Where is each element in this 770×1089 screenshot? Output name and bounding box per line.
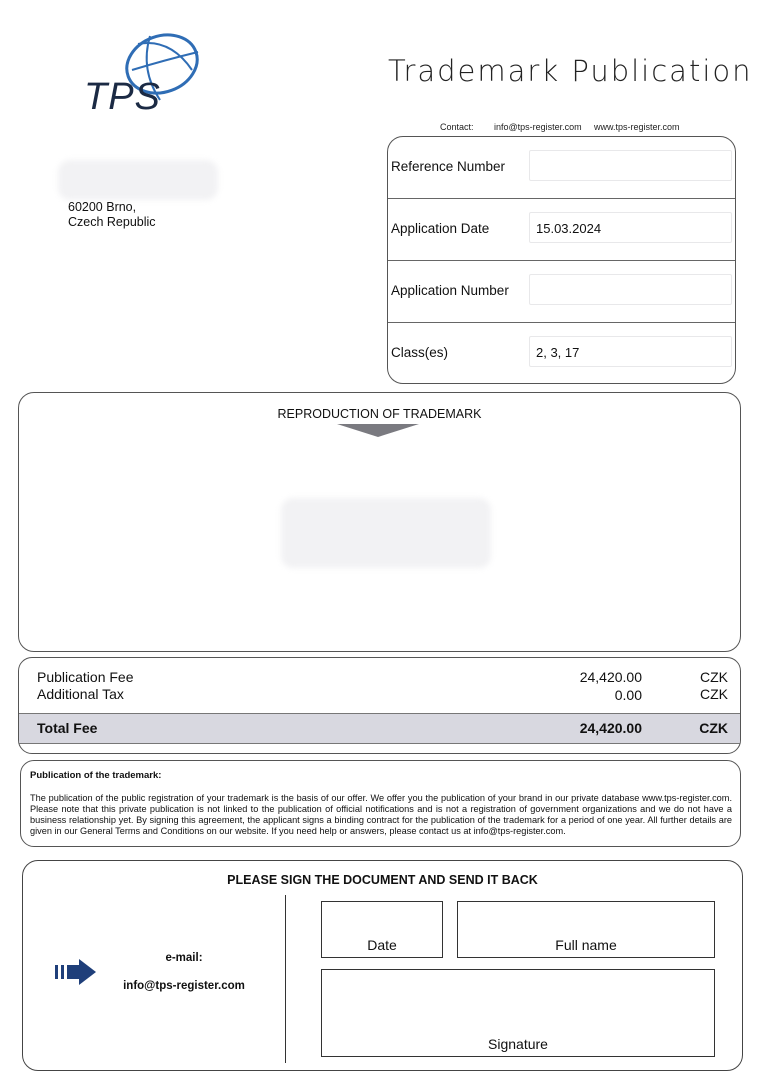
additional-tax-currency: CZK: [700, 686, 728, 702]
sign-email-label: e-mail:: [165, 952, 203, 964]
contact-email[interactable]: info@tps-register.com: [494, 122, 582, 132]
application-number-label: Application Number: [391, 283, 509, 298]
page-title: Trademark Publication: [388, 54, 753, 88]
total-fee-currency: CZK: [699, 720, 728, 736]
application-date-value: 15.03.2024: [529, 212, 732, 243]
sign-email[interactable]: info@tps-register.com: [123, 980, 245, 992]
recipient-address: [68, 200, 156, 230]
redacted-trademark-image: [281, 498, 491, 568]
publication-info-box: [20, 760, 741, 847]
reference-number-label: Reference Number: [391, 159, 506, 174]
reference-box: [387, 136, 736, 384]
application-date-row: [388, 199, 735, 261]
signature-label: Signature: [488, 1036, 548, 1052]
application-number-value: [529, 274, 732, 305]
right-arrow-icon: [55, 959, 97, 985]
total-fee-bar: [19, 713, 740, 744]
address-line1: 60200 Brno,: [68, 200, 137, 214]
publication-fee-label: Publication Fee: [37, 669, 134, 685]
publication-fee-amount: 24,420.00: [579, 669, 642, 685]
reference-number-value: [529, 150, 732, 181]
additional-tax-amount: 0.00: [614, 687, 642, 703]
full-name-label: Full name: [555, 937, 617, 953]
publication-info-body: The publication of the public registration of your trademark is the basis of our offer. We offer you the publication of your brand in our private database www.tps-register.com. Please note that this private publication is not linked to the publication of official notifications and is not a registration of government organizations and we do not have a business relationship yet. By signing this agreement, the applicant signs a binding contract for the publication of the trademark for a period of one year. All further details are given in our General Terms and Conditions on our website. If you need help or answers, please contact us at info@tps-register.com.: [30, 793, 732, 836]
reference-number-row: [388, 137, 735, 199]
down-arrow-icon: [337, 424, 419, 438]
classes-row: [388, 323, 735, 384]
date-box[interactable]: [321, 901, 443, 958]
classes-value: 2, 3, 17: [529, 336, 732, 367]
additional-tax-label: Additional Tax: [37, 686, 124, 702]
application-number-row: [388, 261, 735, 323]
publication-info-heading: Publication of the trademark:: [30, 770, 162, 781]
contact-website[interactable]: www.tps-register.com: [594, 122, 680, 132]
reproduction-title: REPRODUCTION OF TRADEMARK: [277, 407, 482, 421]
publication-fee-currency: CZK: [700, 669, 728, 685]
contact-label: Contact:: [440, 122, 474, 132]
full-name-box[interactable]: [457, 901, 715, 958]
logo-text: TPS: [84, 76, 161, 118]
address-line2: Czech Republic: [68, 215, 156, 229]
signature-section: [22, 860, 743, 1071]
date-label: Date: [367, 937, 397, 953]
redacted-address-block: [58, 160, 218, 200]
sign-title: PLEASE SIGN THE DOCUMENT AND SEND IT BACK: [227, 873, 538, 887]
signature-box[interactable]: [321, 969, 715, 1057]
total-fee-amount: 24,420.00: [579, 720, 642, 736]
application-date-label: Application Date: [391, 221, 490, 236]
classes-label: Class(es): [391, 345, 449, 360]
total-fee-label: Total Fee: [37, 720, 98, 736]
sign-divider: [285, 895, 286, 1063]
trademark-reproduction-box: [18, 392, 741, 652]
fees-box: [18, 657, 741, 754]
